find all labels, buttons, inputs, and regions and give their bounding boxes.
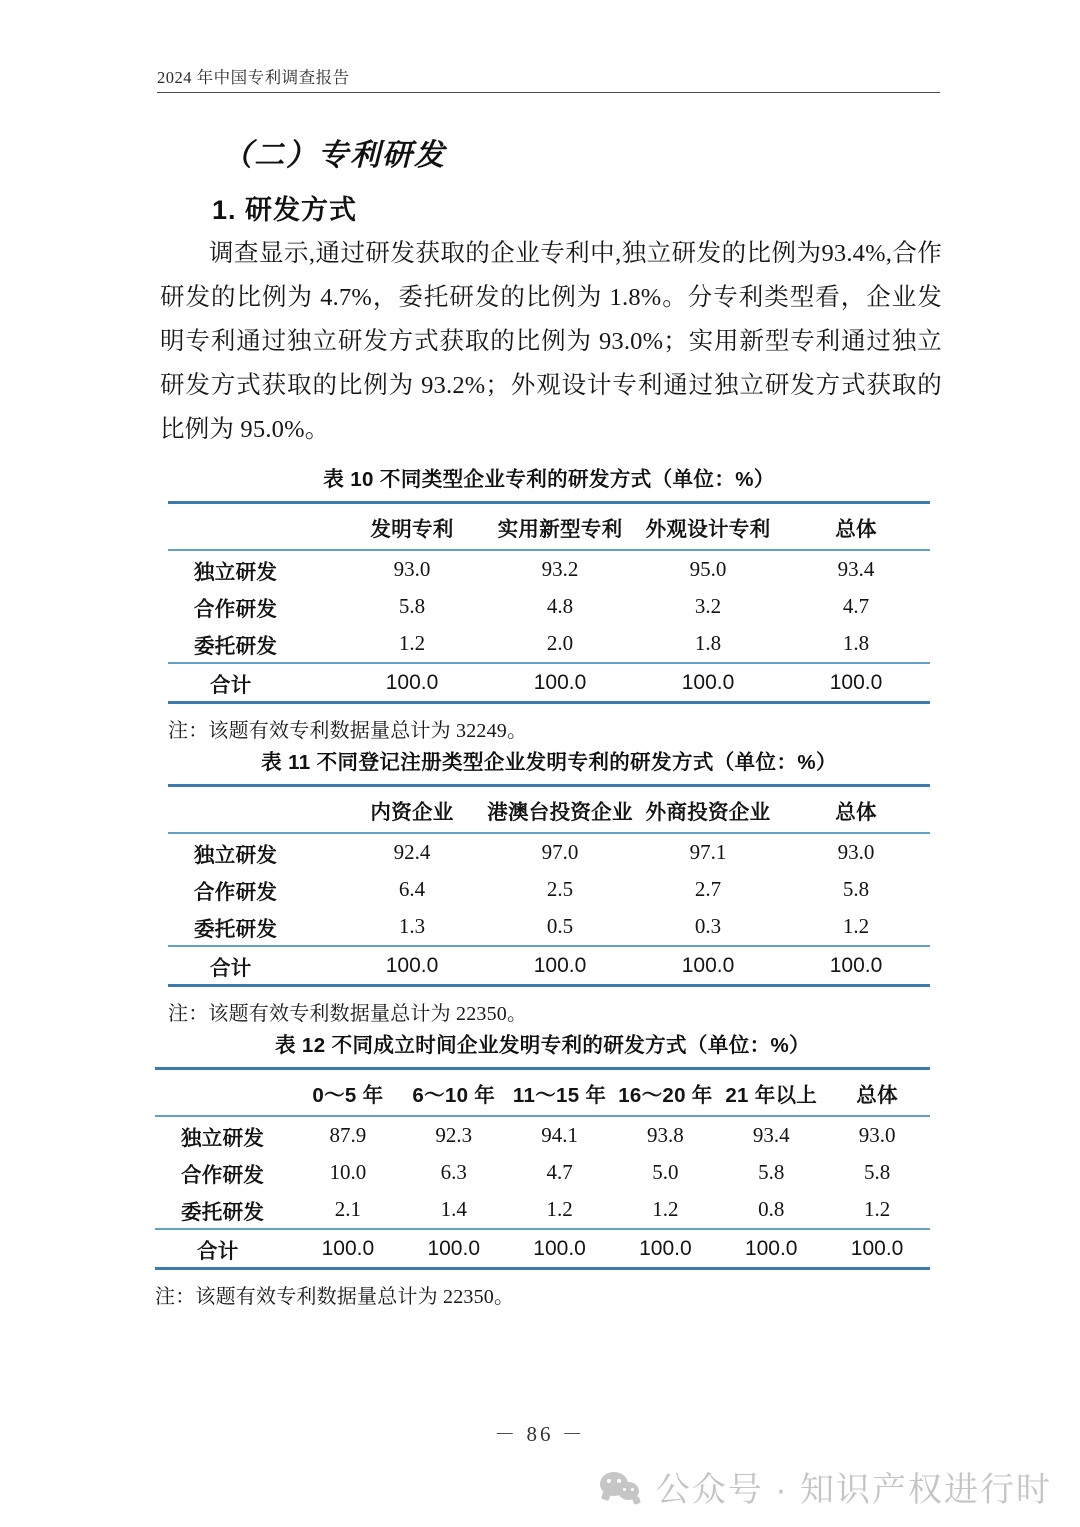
table-note: 注：该题有效专利数据量总计为 22350。 [155, 1286, 515, 1308]
table-cell: 92.3 [435, 1123, 473, 1147]
column-header: 0～5 年 [295, 1069, 401, 1117]
table-cell: 1.2 [863, 1197, 891, 1221]
watermark-text: 公众号 · 知识产权进行时 [655, 1471, 1052, 1509]
table-row [168, 550, 930, 588]
column-header: 外观设计专利 [634, 503, 782, 551]
column-header [155, 1069, 295, 1117]
row-header: 独立研发 [194, 560, 278, 584]
data-table [168, 501, 930, 704]
column-header: 内资企业 [338, 786, 486, 834]
column-header: 总体 [782, 786, 930, 834]
table-cell: 92.4 [393, 840, 431, 864]
table-cell: 5.8 [758, 1160, 785, 1184]
table-row [168, 871, 930, 908]
table-caption: 表 12 不同成立时间企业发明专利的研发方式（单位：%） [274, 1034, 811, 1057]
table-block-10 [168, 462, 930, 743]
table-cell: 100.0 [486, 946, 634, 986]
data-table [155, 1067, 930, 1270]
table-cell: 4.7 [842, 594, 870, 618]
body-paragraph: 调查显示,通过研发获取的企业专利中,独立研发的比例为93.4%,合作研发的比例为 4.7%，委托研发的比例为 1.8%。分专利类型看，企业发明专利通过独立研发方式获取的比例为 93.0%；实用新型专利通过独立研发方式获取的比例为 93.2%；外观设计专利通过独立研发方式获取的比例为 95.0%。 [160, 240, 942, 443]
table-cell: 100.0 [338, 946, 486, 986]
row-header: 委托研发 [181, 1200, 265, 1224]
column-header [168, 786, 338, 834]
table-cell: 95.0 [689, 557, 727, 581]
table-cell: 1.2 [398, 631, 426, 655]
column-header: 外商投资企业 [634, 786, 782, 834]
subsection-heading: 1. 研发方式 [212, 195, 358, 225]
table-cell: 100.0 [338, 663, 486, 703]
row-header-total: 合计 [155, 1229, 295, 1269]
header-divider [157, 92, 940, 93]
table-cell: 1.2 [546, 1197, 573, 1221]
column-header: 港澳台投资企业 [486, 786, 634, 834]
table-cell: 1.8 [842, 631, 870, 655]
table-header-row [168, 786, 930, 834]
column-header: 11～15 年 [507, 1069, 613, 1117]
table-cell: 100.0 [824, 1229, 930, 1269]
table-cell: 10.0 [329, 1160, 367, 1184]
table-cell: 0.8 [758, 1197, 785, 1221]
row-header: 合作研发 [194, 880, 278, 904]
table-cell: 1.2 [842, 914, 870, 938]
table-row [155, 1116, 930, 1154]
row-header: 独立研发 [181, 1126, 265, 1150]
table-total-row [168, 663, 930, 703]
table-cell: 0.5 [546, 914, 574, 938]
table-cell: 93.0 [837, 840, 875, 864]
table-cell: 93.2 [541, 557, 579, 581]
table-cell: 100.0 [507, 1229, 613, 1269]
table-cell: 100.0 [295, 1229, 401, 1269]
running-header [157, 68, 940, 93]
table-cell: 3.2 [694, 594, 722, 618]
column-header: 16～20 年 [612, 1069, 718, 1117]
table-row [168, 908, 930, 946]
table-cell: 5.8 [398, 594, 426, 618]
table-cell: 5.8 [863, 1160, 891, 1184]
table-cell: 2.5 [546, 877, 574, 901]
table-row [168, 625, 930, 663]
column-header: 总体 [782, 503, 930, 551]
table-cell: 100.0 [612, 1229, 718, 1269]
column-header: 发明专利 [338, 503, 486, 551]
table-cell: 87.9 [329, 1123, 367, 1147]
watermark [600, 1462, 1052, 1511]
table-cell: 2.1 [334, 1197, 362, 1221]
row-header-total: 合计 [168, 663, 338, 703]
table-cell: 4.8 [546, 594, 574, 618]
column-header: 21 年以上 [718, 1069, 824, 1117]
table-cell: 100.0 [401, 1229, 507, 1269]
section-heading: （二）专利研发 [222, 139, 446, 172]
table-cell: 2.7 [694, 877, 722, 901]
page-number: － 86 － [494, 1422, 586, 1446]
table-header-row [168, 503, 930, 551]
table-caption: 表 10 不同类型企业专利的研发方式（单位：%） [323, 468, 775, 491]
table-cell: 100.0 [634, 946, 782, 986]
table-cell: 97.1 [689, 840, 727, 864]
table-cell: 93.8 [647, 1123, 684, 1147]
table-cell: 100.0 [486, 663, 634, 703]
table-cell: 94.1 [541, 1123, 578, 1147]
table-cell: 93.0 [858, 1123, 896, 1147]
table-cell: 100.0 [782, 946, 930, 986]
row-header: 合作研发 [181, 1163, 265, 1187]
column-header: 总体 [824, 1069, 930, 1117]
table-header-row [155, 1069, 930, 1117]
table-row [155, 1191, 930, 1229]
table-total-row [155, 1229, 930, 1269]
table-cell: 93.4 [837, 557, 875, 581]
table-note: 注：该题有效专利数据量总计为 32249。 [168, 720, 528, 742]
column-header: 6～10 年 [401, 1069, 507, 1117]
table-cell: 100.0 [634, 663, 782, 703]
table-cell: 6.4 [398, 877, 426, 901]
table-note: 注：该题有效专利数据量总计为 22350。 [168, 1003, 528, 1025]
table-cell: 97.0 [541, 840, 579, 864]
table-cell: 1.4 [440, 1197, 467, 1221]
table-caption: 表 11 不同登记注册类型企业发明专利的研发方式（单位：%） [261, 751, 837, 774]
row-header: 委托研发 [194, 634, 278, 658]
table-cell: 1.2 [652, 1197, 679, 1221]
table-total-row [168, 946, 930, 986]
row-header-total: 合计 [168, 946, 338, 986]
row-header: 独立研发 [194, 843, 278, 867]
table-cell: 6.3 [440, 1160, 467, 1184]
table-cell: 4.7 [546, 1160, 573, 1184]
wechat-icon [600, 1470, 642, 1504]
running-header-title: 2024 年中国专利调查报告 [157, 68, 350, 87]
table-cell: 100.0 [718, 1229, 824, 1269]
data-table [168, 784, 930, 987]
table-row [155, 1154, 930, 1191]
table-cell: 0.3 [694, 914, 722, 938]
column-header: 实用新型专利 [486, 503, 634, 551]
table-cell: 2.0 [546, 631, 574, 655]
table-cell: 1.8 [694, 631, 722, 655]
column-header [168, 503, 338, 551]
table-cell: 100.0 [782, 663, 930, 703]
table-cell: 93.4 [752, 1123, 790, 1147]
table-row [168, 833, 930, 871]
row-header: 委托研发 [194, 917, 278, 941]
table-cell: 5.8 [842, 877, 870, 901]
table-block-12 [155, 1028, 930, 1309]
row-header: 合作研发 [194, 597, 278, 621]
table-cell: 93.0 [393, 557, 431, 581]
table-row [168, 588, 930, 625]
table-cell: 5.0 [652, 1160, 679, 1184]
table-block-11 [168, 745, 930, 1026]
table-cell: 1.3 [398, 914, 426, 938]
